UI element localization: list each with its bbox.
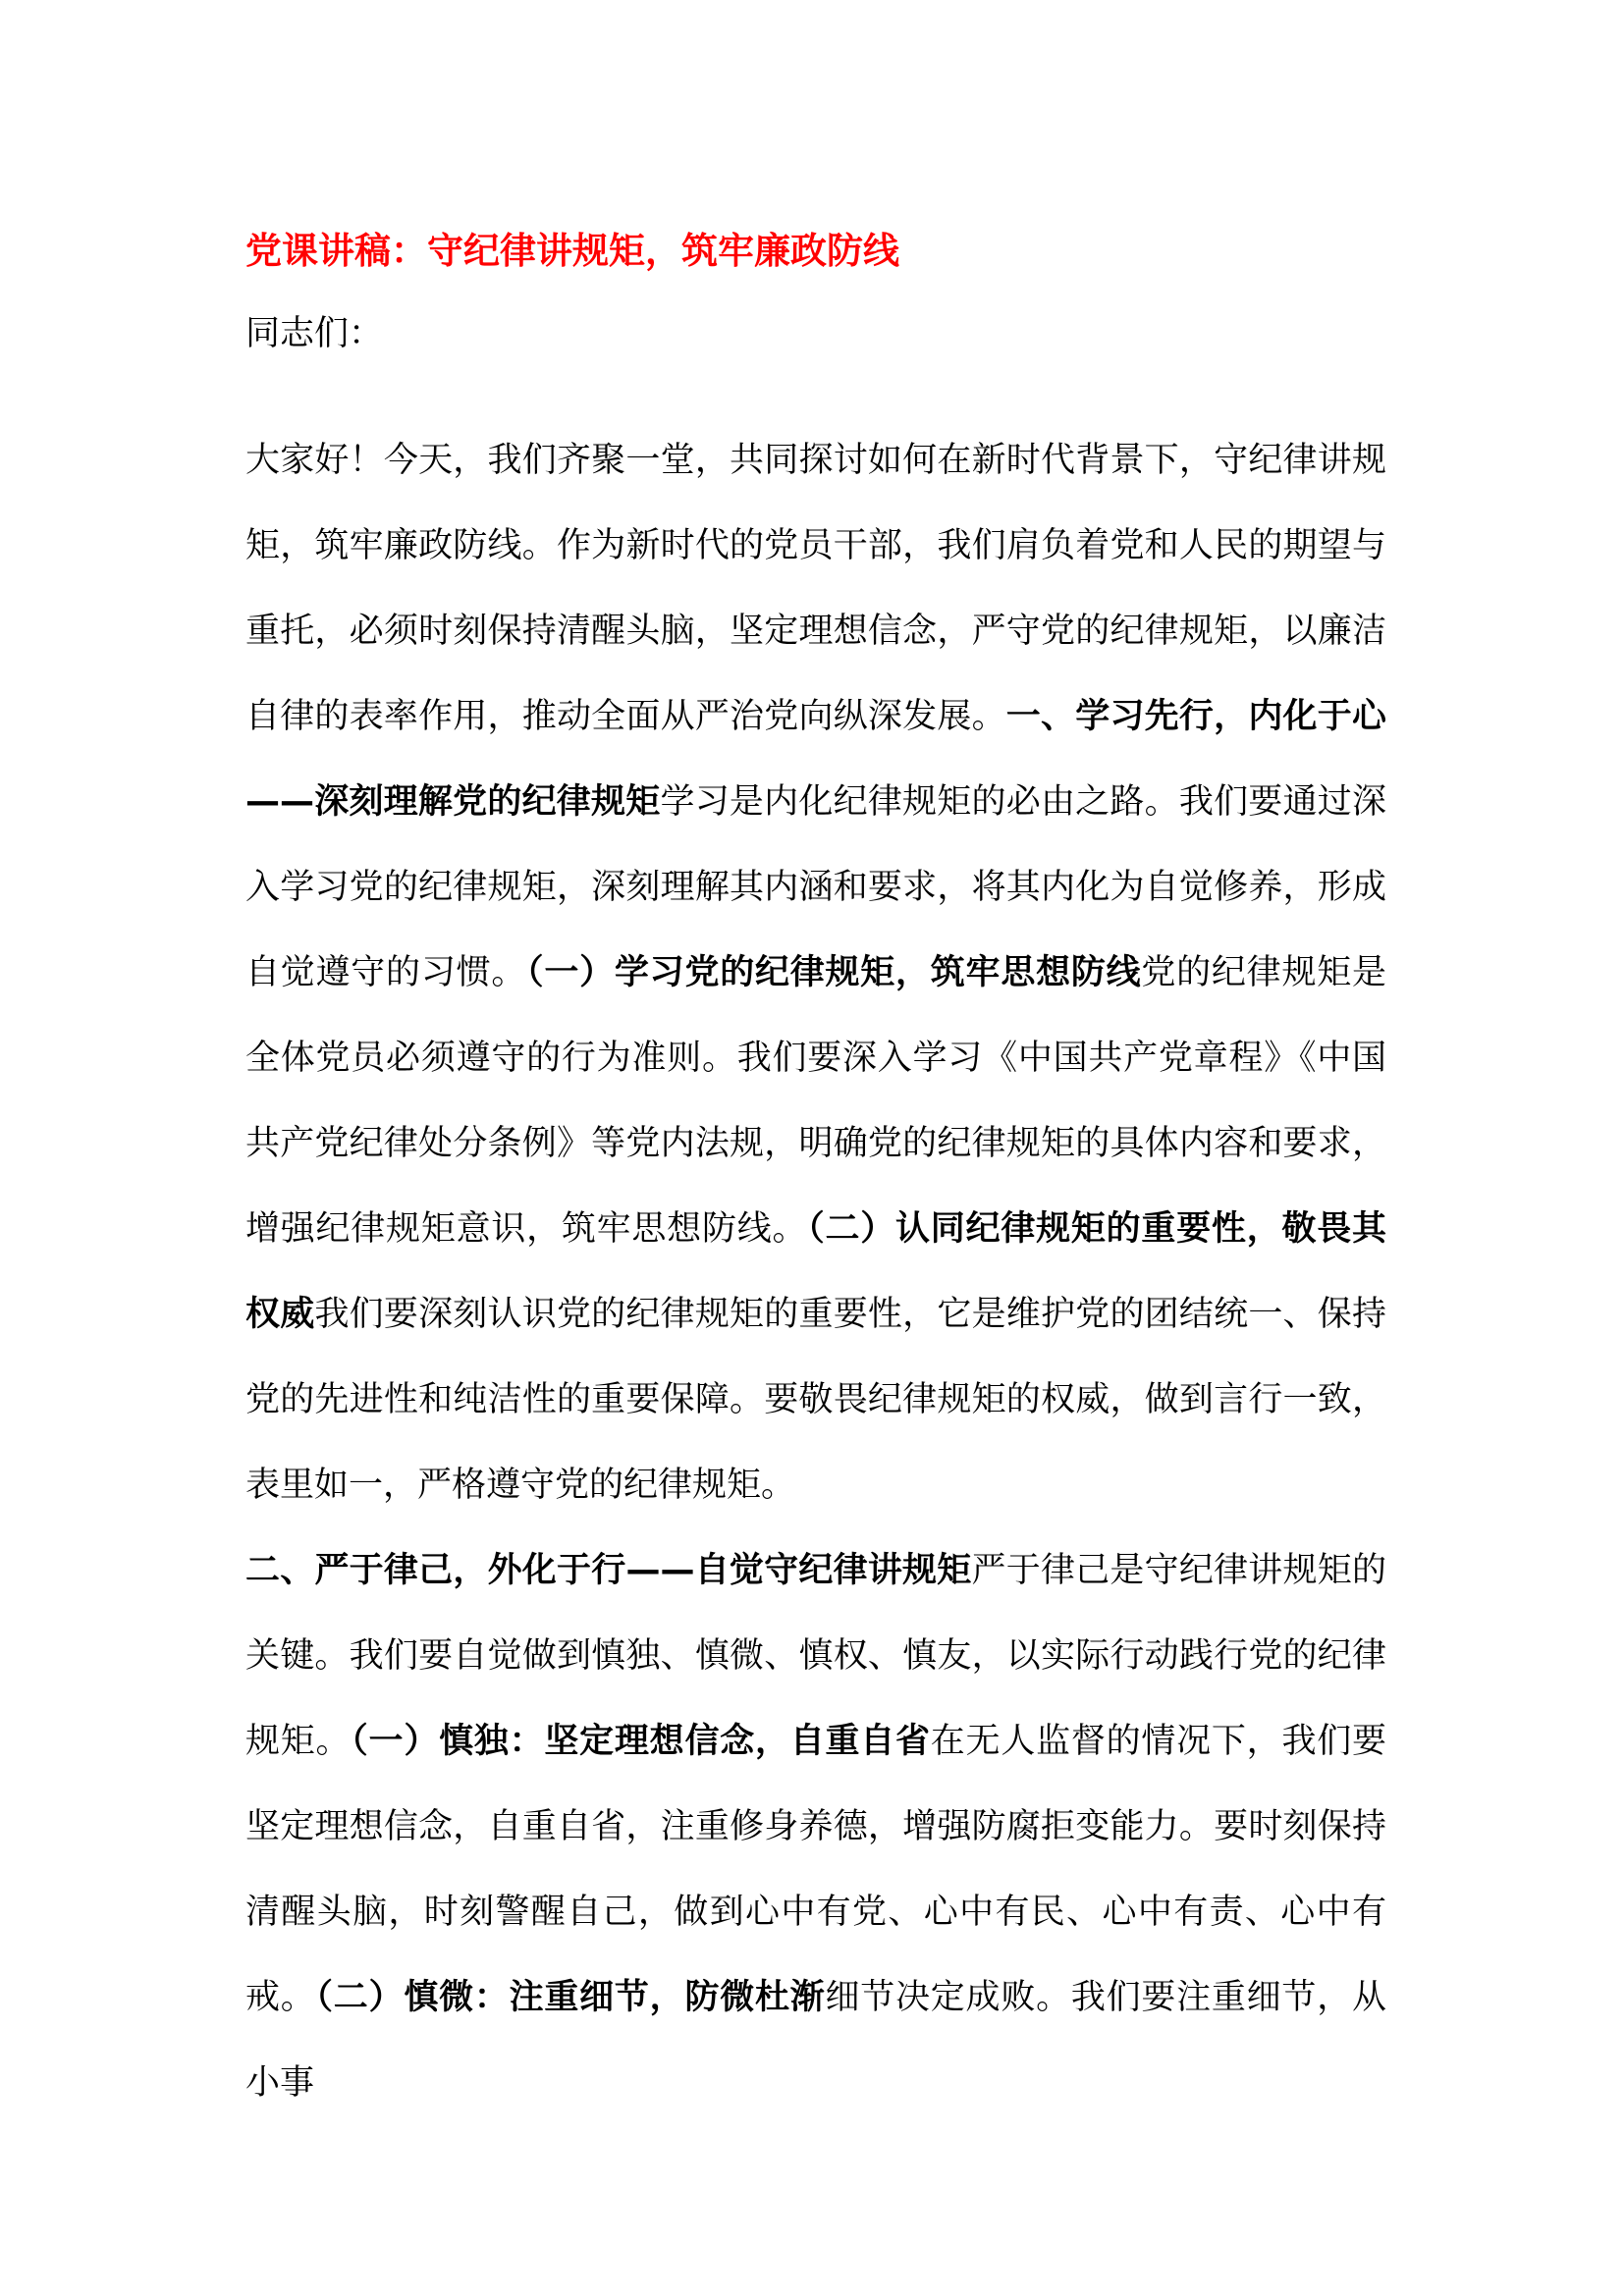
subsection-heading-2-1: （一）慎独：坚定理想信念，自重自省 [351,1722,931,1761]
text-segment: 党的纪律规矩是全体党员必须遵守的行为准则。我们要深入学习《中国共产党章程》《中国共产党纪律处分条例》等党内法规，明确党的纪律规矩的具体内容和要求，增强纪律规矩意识，筑牢思想防线。 [245,953,1386,1249]
text-segment: 大家好！今天，我们齐聚一堂，共同探讨如何在新时代背景下，守纪律讲规矩，筑牢廉政防线。作为新时代的党员干部，我们肩负着党和人民的期望与重托，必须时刻保持清醒头脑，坚定理想信念，严守党的纪律规矩，以廉洁自律的表率作用，推动全面从严治党向纵深发展。 [245,441,1386,736]
text-segment: 严于律己是守纪律讲规矩的关键。我们要自觉做到慎独、慎微、慎权、慎友，以实际行动践行党的纪律规矩。 [245,1551,1386,1761]
body-paragraph [245,418,1386,1528]
body-paragraph [245,1528,1386,2126]
document-title: 党课讲稿：守纪律讲规矩，筑牢廉政防线 [245,230,899,272]
section-heading-2: 二、严于律己，外化于行——自觉守纪律讲规矩 [245,1551,972,1590]
text-segment: 细节决定成败。我们要注重细节，从小事 [245,1978,1386,2103]
subsection-heading-1-1: （一）学习党的纪律规矩，筑牢思想防线 [526,953,1142,992]
document-page [245,224,1386,2126]
subsection-heading-2-2: （二）慎微：注重细节，防微杜渐 [315,1978,826,2017]
text-segment: 我们要深刻认识党的纪律规矩的重要性，它是维护党的团结统一、保持党的先进性和纯洁性的重要保障。要敬畏纪律规矩的权威，做到言行一致，表里如一，严格遵守党的纪律规矩。 [245,1295,1386,1505]
text-segment: 学习是内化纪律规矩的必由之路。我们要通过深入学习党的纪律规矩，深刻理解其内涵和要求，将其内化为自觉修养，形成自觉遵守的习惯。 [245,782,1386,992]
section-heading-1: 一、学习先行，内化于心——深刻理解党的纪律规矩 [245,697,1386,822]
subsection-heading-1-2: （二）认同纪律规矩的重要性，敬畏其权威 [245,1209,1386,1334]
text-segment: 在无人监督的情况下，我们要坚定理想信念，自重自省，注重修身养德，增强防腐拒变能力。要时刻保持清醒头脑，时刻警醒自己，做到心中有党、心中有民、心中有责、心中有戒。 [245,1722,1386,2017]
greeting: 同志们： [245,314,384,353]
